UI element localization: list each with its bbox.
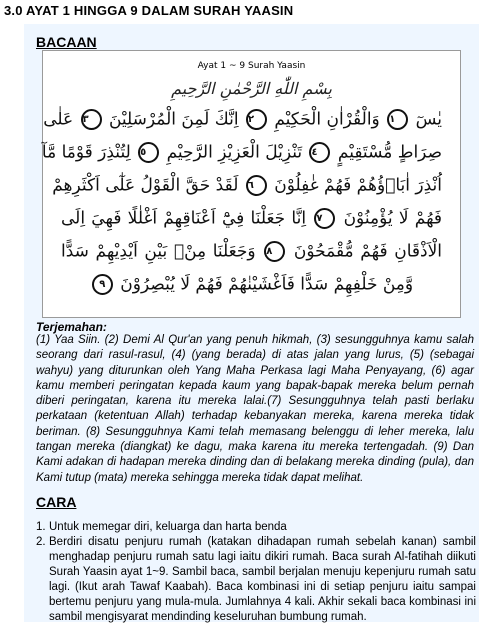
terjemahan-label: Terjemahan: xyxy=(36,320,107,334)
arabic-text: عَلٰى xyxy=(43,109,74,130)
cara-heading-text: CARA xyxy=(36,494,77,510)
bacaan-heading xyxy=(36,34,97,50)
ayah-marker-icon: ١ xyxy=(387,109,408,130)
ayah-marker-icon: ٤ xyxy=(309,142,330,163)
arabic-text: اِنَّكَ لَمِنَ الْمُرْسَلِيْنَ xyxy=(108,109,239,130)
arabic-text: وَالْقُرْاٰنِ الْحَكِيْمِ xyxy=(274,109,380,130)
arabic-text: لِتُنْذِرَ قَوْمًا مَّآ xyxy=(41,142,131,163)
list-item-number: 2. xyxy=(36,536,46,548)
ayah-marker-icon: ٣ xyxy=(81,109,102,130)
arabic-line-5 xyxy=(61,241,442,262)
arabic-text: فَهُمْ لَا يُؤْمِنُوْنَ xyxy=(343,208,443,229)
cara-heading xyxy=(36,494,76,510)
list-item-text: Untuk memegar diri, keluarga dan harta benda xyxy=(49,521,287,533)
list-item-number: 1. xyxy=(36,521,46,533)
ayah-marker-icon: ٩ xyxy=(92,274,113,295)
list-item xyxy=(36,520,476,535)
arabic-text: اِنَّا جَعَلْنَا فِيْٓ اَعْنَاقِهِمْ اَغْلٰلًا فَهِيَ اِلَى xyxy=(61,208,307,229)
arabic-line-1 xyxy=(43,109,442,130)
arabic-text: وَّمِنْ خَلْفِهِمْ سَدًّا فَاَغْشَيْنٰهُمْ فَهُمْ لَا يُبْصِرُوْنَ xyxy=(120,274,414,295)
ayah-marker-icon: ٦ xyxy=(246,175,267,196)
terjemahan-text: (1) Yaa Siin. (2) Demi Al Qur'an yang penuh hikmah, (3) sesungguhnya kamu salah seorang dari rasul-rasul, (4) (yang berada) di atas jalan yang lurus, (5) (sebagai wahyu) yang diturunkan oleh Yang Maha Perkasa lagi Maha Penyayang, (6) agar kamu memberi peringatan kepada kaum yang bapak-bapak mereka belum pernah diberi peringatan, karena itu mereka lalai.(7) Sesungguhnya telah pasti berlaku perkataan (ketentuan Allah) terhadap kebanyakan mereka, karena mereka tidak beriman. (8) Sesungguhnya Kami telah memasang belenggu di leher mereka, lalu tangan mereka (diangkat) ke dagu, maka karena itu mereka tertengadah. (9) Dan Kami adakan di hadapan mereka dinding dan di belakang mereka dinding (pula), dan Kami tutup (mata) mereka sehingga mereka tidak dapat melihat. xyxy=(36,334,474,484)
arabic-line-2 xyxy=(41,142,442,163)
ayah-marker-icon: ٧ xyxy=(314,208,335,229)
arabic-text: اُنْذِرَ اٰبَاۤؤُهُمْ فَهُمْ غٰفِلُوْنَ xyxy=(274,175,442,196)
arabic-text: تَنْزِيْلَ الْعَزِيْزِ الرَّحِيْمِ xyxy=(166,142,303,163)
arabic-line-3 xyxy=(52,175,442,196)
list-item xyxy=(36,535,476,625)
list-item-text: Berdiri disatu penjuru rumah (katakan dihadapan rumah sebelah kanan) sambil menghadap penjuru rumah satu lagi iaitu dikiri rumah. Baca surah Al-fatihah diikuti Surah Yaasin ayat 1~9. Sambil baca, sambil berjalan menuju kepenjuru rumah satu lagi. (Ikut arah Tawaf Kaabah). Baca kombinasi ini di setiap penjuru iaitu sampai bertemu penjuru yang mula-mula. Jumlahnya 4 kali. Akhir sekali baca kombinasi ini sambil mengisyarat mendinding keseluruhan bumbung rumah. xyxy=(49,536,476,623)
arabic-text: وَجَعَلْنَا مِنْۢ بَيْنِ اَيْدِيْهِمْ سَدًّا xyxy=(61,241,256,262)
basmala: بِسْمِ اللّٰهِ الرَّحْمٰنِ الرَّحِيمِ xyxy=(171,79,332,98)
ayah-marker-icon: ٥ xyxy=(138,142,159,163)
arabic-text: لَقَدْ حَقَّ الْقَوْلُ عَلٰٓى اَكْثَرِهِمْ xyxy=(52,175,239,196)
ayah-marker-icon: ٨ xyxy=(264,241,285,262)
arabic-text: الْاَذْقَانِ فَهُمْ مُّقْمَحُوْنَ xyxy=(293,241,442,262)
arabic-line-6 xyxy=(61,274,442,295)
arabic-text: صِرَاطٍ مُّسْتَقِيْمٍ xyxy=(337,142,442,163)
arabic-line-4 xyxy=(61,208,442,229)
verse-caption: Ayat 1 ~ 9 Surah Yaasin xyxy=(197,61,306,71)
ayah-marker-icon: ٢ xyxy=(246,109,267,130)
quran-verse-image xyxy=(42,50,461,318)
page-title: 3.0 AYAT 1 HINGGA 9 DALAM SURAH YAASIN xyxy=(4,3,294,18)
bacaan-heading-text: BACAAN xyxy=(36,34,97,50)
cara-list xyxy=(36,520,476,625)
arabic-text: يٰسٓ xyxy=(415,109,442,130)
